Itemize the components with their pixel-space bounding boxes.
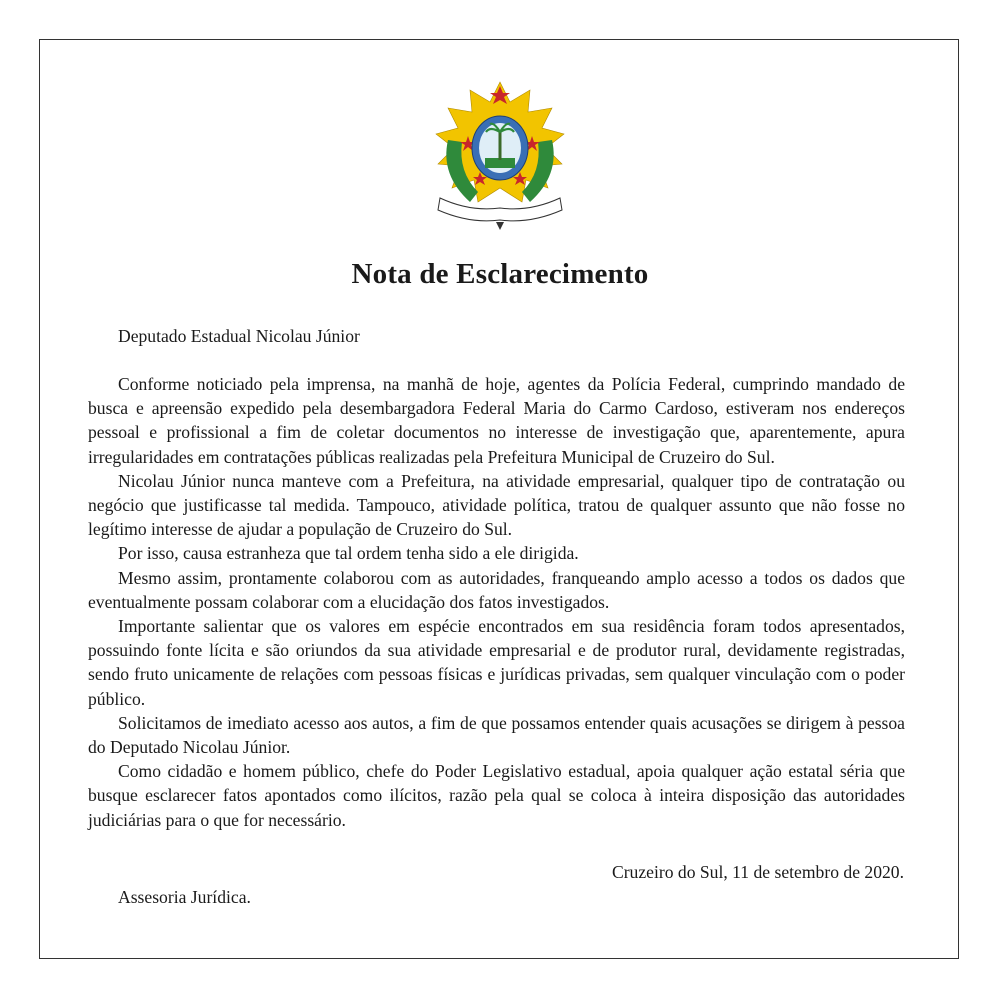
page-title: Nota de Esclarecimento (351, 258, 649, 290)
body-paragraph: Importante salientar que os valores em espécie encontrados em sua residência foram todos apresentados, possuindo fonte lícita e são oriundos da sua atividade empresarial e de produtor rural, devidamente registradas, sendo fruto unicamente de relações com pessoas físicas e jurídicas privadas, sem qualquer vinculação com o poder público. (88, 616, 905, 709)
addressee: Deputado Estadual Nicolau Júnior (118, 326, 360, 346)
body-paragraph: Por isso, causa estranheza que tal ordem tenha sido a ele dirigida. (118, 543, 579, 564)
coat-of-arms-seal (430, 80, 570, 235)
body-paragraph: Conforme noticiado pela imprensa, na manhã de hoje, agentes da Polícia Federal, cumprindo mandado de busca e apreensão expedido pela desembargadora Federal Maria do Carmo Cardoso, estiveram nos endereços pessoal e profissional a fim de coletar documentos no interesse de investigação que, aparentemente, apura irregularidades em contratações públicas realizadas pela Prefeitura Municipal de Cruzeiro do Sul. (88, 374, 905, 467)
body-paragraph: Mesmo assim, prontamente colaborou com as autoridades, franqueando amplo acesso a todos os dados que eventualmente possam colaborar com a elucidação dos fatos investigados. (88, 567, 905, 612)
date-line: Cruzeiro do Sul, 11 de setembro de 2020. (611, 862, 904, 882)
document-body (88, 372, 905, 832)
signoff: Assesoria Jurídica. (118, 887, 251, 907)
body-paragraph: Como cidadão e homem público, chefe do Poder Legislativo estadual, apoia qualquer ação estatal séria que busque esclarecer fatos apontados como ilícitos, razão pela qual se coloca à inteira disposição das autoridades judiciárias para o que for necessário. (88, 761, 905, 830)
body-paragraph: Solicitamos de imediato acesso aos autos, a fim de que possamos entender quais acusações se dirigem à pessoa do Deputado Nicolau Júnior. (88, 712, 905, 758)
body-paragraph: Nicolau Júnior nunca manteve com a Prefeitura, na atividade empresarial, qualquer tipo de contratação ou negócio que justificasse tal medida. Tampouco, atividade política, tratou de qualquer assunto que não fosse no legítimo interesse de ajudar a população de Cruzeiro do Sul. (88, 470, 905, 540)
